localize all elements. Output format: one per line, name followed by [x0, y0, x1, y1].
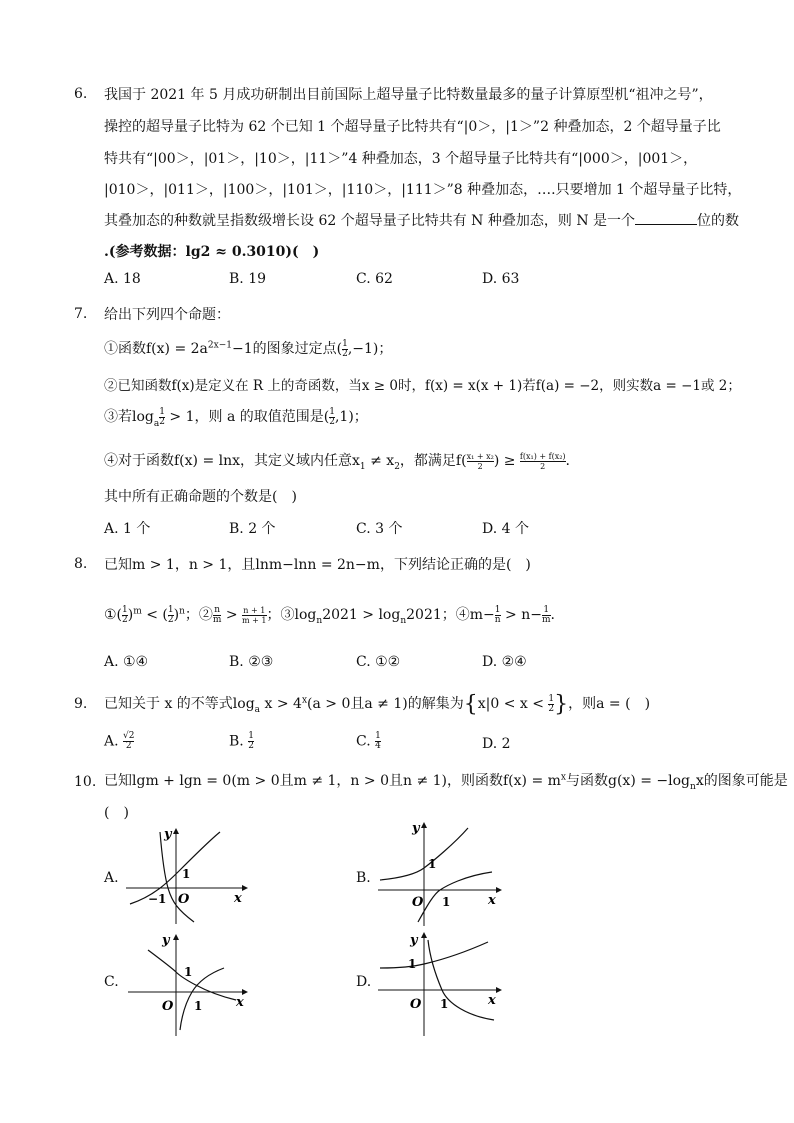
- numerator: 1: [543, 604, 550, 615]
- option-d: D. 4 个: [482, 521, 529, 537]
- y-axis-arrow: [173, 934, 179, 940]
- numerator: 1: [167, 604, 174, 615]
- curve-exponential: [130, 832, 220, 904]
- fraction: [248, 732, 254, 751]
- graph-a: [124, 826, 254, 926]
- graph-d: [376, 926, 506, 1038]
- math-text: 2021；④m−: [406, 607, 495, 623]
- math-text: ，都满足f(: [399, 453, 467, 469]
- question-text-line: |010＞，|011＞，|100＞，|101＞，|110＞，|111＞”8 种叠加态，….只要增加 1 个超导量子比特，: [104, 182, 742, 198]
- axis-label-x: x: [488, 993, 496, 1008]
- numerator: 1: [159, 406, 165, 417]
- math-text: ①函数f(x) = 2a: [104, 341, 208, 357]
- question-text-line: 操控的超导量子比特为 62 个已知 1 个超导量子比特共有“|0＞，|1＞”2 种叠加态，2 个超导量子比: [104, 119, 721, 135]
- math-text: ，则a = ( ): [568, 696, 651, 712]
- math-text: ；②: [184, 607, 213, 623]
- tick-label: 1: [184, 965, 193, 979]
- denominator: 4: [375, 741, 381, 751]
- question-prompt: 其中所有正确命题的个数是( ): [104, 489, 297, 505]
- exponent: x: [301, 695, 308, 706]
- reference-data: .(参考数据：lg2 ≈ 0.3010)( ): [104, 244, 320, 260]
- option-c: C. 3 个: [356, 521, 403, 537]
- denominator: 2: [540, 461, 546, 471]
- proposition-1: [104, 338, 392, 359]
- graph-c: [124, 928, 274, 1038]
- question-10: [74, 768, 788, 1058]
- numerator: 1: [122, 604, 128, 615]
- denominator: 2: [167, 614, 174, 625]
- denominator: n: [494, 614, 501, 625]
- math-text: x > 4: [260, 696, 302, 712]
- question-text: 位的数: [697, 213, 740, 229]
- denominator: m + 1: [242, 615, 267, 625]
- exponent: 2x−1: [207, 340, 232, 351]
- subscript: a: [254, 704, 261, 715]
- question-number: 10.: [74, 774, 97, 790]
- axis-label-x: x: [234, 891, 242, 906]
- math-text: 已知lgm + lgn = 0(m > 0且m ≠ 1，n > 0且n ≠ 1)，则函数f(x) = m: [104, 773, 561, 789]
- x-axis-arrow: [242, 885, 248, 891]
- subscript: 2: [394, 461, 400, 472]
- denominator: 2: [125, 741, 132, 751]
- axis-label-x: x: [236, 995, 244, 1010]
- math-text: .: [550, 607, 555, 623]
- numerator: 1: [494, 604, 501, 615]
- math-text: ；③log: [266, 607, 317, 623]
- numerator: n: [214, 604, 221, 615]
- question-text-line: [104, 210, 739, 230]
- origin-label: O: [412, 895, 424, 910]
- option-b: B. 2 个: [229, 521, 276, 537]
- axis-label-y: y: [162, 933, 170, 948]
- fraction: [375, 732, 381, 751]
- math-text: ③若log: [104, 409, 154, 425]
- math-text: ,−1)；: [347, 341, 393, 357]
- question-text-line: [104, 770, 788, 792]
- math-text: > n−: [500, 607, 542, 623]
- math-text: ,1)；: [334, 409, 368, 425]
- question-text: 其叠加态的种数就呈指数级增长设 62 个超导量子比特共有 N 种叠加态，则 N 是一个: [104, 213, 636, 229]
- math-text: > 1，则 a 的取值范围是(: [164, 409, 330, 425]
- question-text-line: 我国于 2021 年 5 月成功研制出目前国际上超导量子比特数量最多的量子计算原型机“祖冲之号”，: [104, 87, 713, 103]
- y-axis-arrow: [421, 822, 427, 828]
- math-text: x的图象可能是: [695, 773, 788, 789]
- denominator: 2: [122, 614, 128, 625]
- question-text-line: 给出下列四个命题：: [104, 307, 230, 323]
- tick-label: 1: [408, 957, 417, 971]
- tick-label: 1: [194, 999, 203, 1013]
- math-text: 与函数g(x) = −log: [566, 773, 691, 789]
- numerator: 1: [329, 406, 335, 417]
- subscript: n: [690, 781, 696, 792]
- option-label: C.: [356, 733, 376, 750]
- base: a: [153, 419, 160, 429]
- math-text: < (: [141, 607, 168, 623]
- exponent: m: [133, 606, 142, 617]
- curve-exponential: [380, 942, 488, 968]
- x-axis-arrow: [496, 987, 502, 993]
- option-c: C. 62: [356, 271, 393, 287]
- option-label: A.: [104, 733, 124, 750]
- option-d: D. 63: [482, 271, 520, 287]
- denominator: 2: [477, 461, 483, 471]
- proposition-3: [104, 406, 368, 429]
- math-text: ): [127, 607, 134, 623]
- axis-label-x: x: [488, 893, 496, 908]
- option-b: B. ②③: [229, 654, 274, 670]
- math-text: 已知关于 x 的不等式log: [104, 696, 255, 712]
- numerator: 1: [548, 693, 555, 704]
- proposition-4: [104, 450, 570, 472]
- question-text-line: ( ): [104, 805, 129, 821]
- math-text: .: [565, 453, 570, 469]
- question-text-line: 特共有“|00＞，|01＞，|10＞，|11＞”4 种叠加态，3 个超导量子比特共有“|000＞，|001＞，: [104, 151, 698, 167]
- conclusions-line: [104, 604, 555, 626]
- fraction: [242, 606, 266, 625]
- option-a: A.: [104, 870, 119, 886]
- numerator: 1: [375, 731, 381, 741]
- fraction: [123, 732, 134, 751]
- subscript: 1: [359, 461, 366, 472]
- denominator: 2: [548, 703, 555, 714]
- math-text: >: [221, 607, 243, 623]
- y-axis-arrow: [173, 828, 179, 834]
- math-text: (a > 0且a ≠ 1)的解集为: [307, 696, 464, 712]
- option-a: A. ①④: [104, 654, 149, 670]
- numerator: n + 1: [243, 605, 266, 615]
- numerator: 1: [342, 338, 348, 349]
- tick-label: 1: [182, 867, 191, 881]
- math-text: ): [173, 607, 180, 623]
- question-number: 8.: [74, 556, 88, 572]
- exponent: n: [179, 606, 185, 617]
- denominator: m: [541, 614, 551, 625]
- axis-label-y: y: [164, 827, 172, 842]
- numerator: 1: [248, 731, 254, 741]
- set-brace-close: }: [554, 692, 569, 717]
- option-a: A. 1 个: [104, 521, 151, 537]
- answer-blank: [635, 212, 697, 225]
- y-axis-arrow: [421, 932, 427, 938]
- numerator: f(x₁) + f(x₂): [519, 451, 566, 461]
- option-c: C.: [104, 974, 119, 990]
- question-number: 9.: [74, 696, 88, 712]
- question-number: 6.: [74, 86, 88, 102]
- proposition-2: ②已知函数f(x)是定义在 R 上的奇函数，当x ≥ 0时，f(x) = x(x + 1)若f(a) = −2，则实数a = −1或 2；: [104, 378, 741, 394]
- fraction: [542, 606, 551, 625]
- x-axis-arrow: [496, 887, 502, 893]
- axis-label-y: y: [412, 821, 420, 836]
- math-text: ) ≥: [493, 453, 520, 469]
- denominator: 2: [342, 348, 348, 359]
- option-b: B.: [356, 870, 371, 886]
- math-text: ≠ x: [365, 453, 395, 469]
- curve-log: [418, 872, 492, 922]
- question-number: 7.: [74, 306, 88, 322]
- tick-label: 1: [440, 997, 449, 1011]
- option-a: A. 18: [104, 271, 141, 287]
- denominator: 2: [159, 416, 165, 427]
- option-c: [356, 732, 381, 751]
- fraction: [520, 452, 566, 471]
- denominator: 2: [248, 741, 254, 751]
- math-text: ④对于函数f(x) = lnx，其定义域内任意x: [104, 453, 360, 469]
- origin-label: O: [162, 999, 174, 1014]
- denominator: m: [212, 614, 222, 625]
- math-text: ①(: [104, 607, 123, 623]
- option-d: D. ②④: [482, 654, 527, 670]
- math-text: 2021 > log: [322, 607, 401, 623]
- fraction: [467, 452, 494, 471]
- math-text: −1的图象过定点(: [231, 341, 343, 357]
- option-b: [229, 732, 254, 751]
- option-d: D. 2: [482, 736, 511, 752]
- subscript: n: [316, 615, 323, 626]
- subscript: n: [400, 615, 407, 626]
- denominator: 2: [329, 416, 335, 427]
- question-text-line: [104, 692, 650, 717]
- math-text: x|0 < x <: [477, 696, 549, 712]
- numerator: √2: [123, 731, 135, 741]
- option-c: C. ①②: [356, 654, 401, 670]
- numerator: x₁ + x₂: [466, 451, 494, 461]
- exponent: x: [560, 772, 566, 783]
- axis-label-y: y: [410, 933, 418, 948]
- origin-label: O: [178, 892, 190, 907]
- curve-log: [428, 940, 494, 1020]
- option-label: B.: [229, 733, 249, 750]
- tick-label: 1: [442, 895, 451, 909]
- option-b: B. 19: [229, 271, 267, 287]
- set-brace-open: {: [463, 692, 478, 717]
- origin-label: O: [410, 997, 422, 1012]
- question-text-line: 已知m > 1，n > 1，且lnm−lnn = 2n−m，下列结论正确的是( ): [104, 557, 531, 573]
- option-a: [104, 732, 134, 751]
- tick-label: 1: [428, 857, 437, 871]
- graph-b: [376, 818, 506, 928]
- option-d: D.: [356, 974, 372, 990]
- tick-label: −1: [148, 892, 167, 906]
